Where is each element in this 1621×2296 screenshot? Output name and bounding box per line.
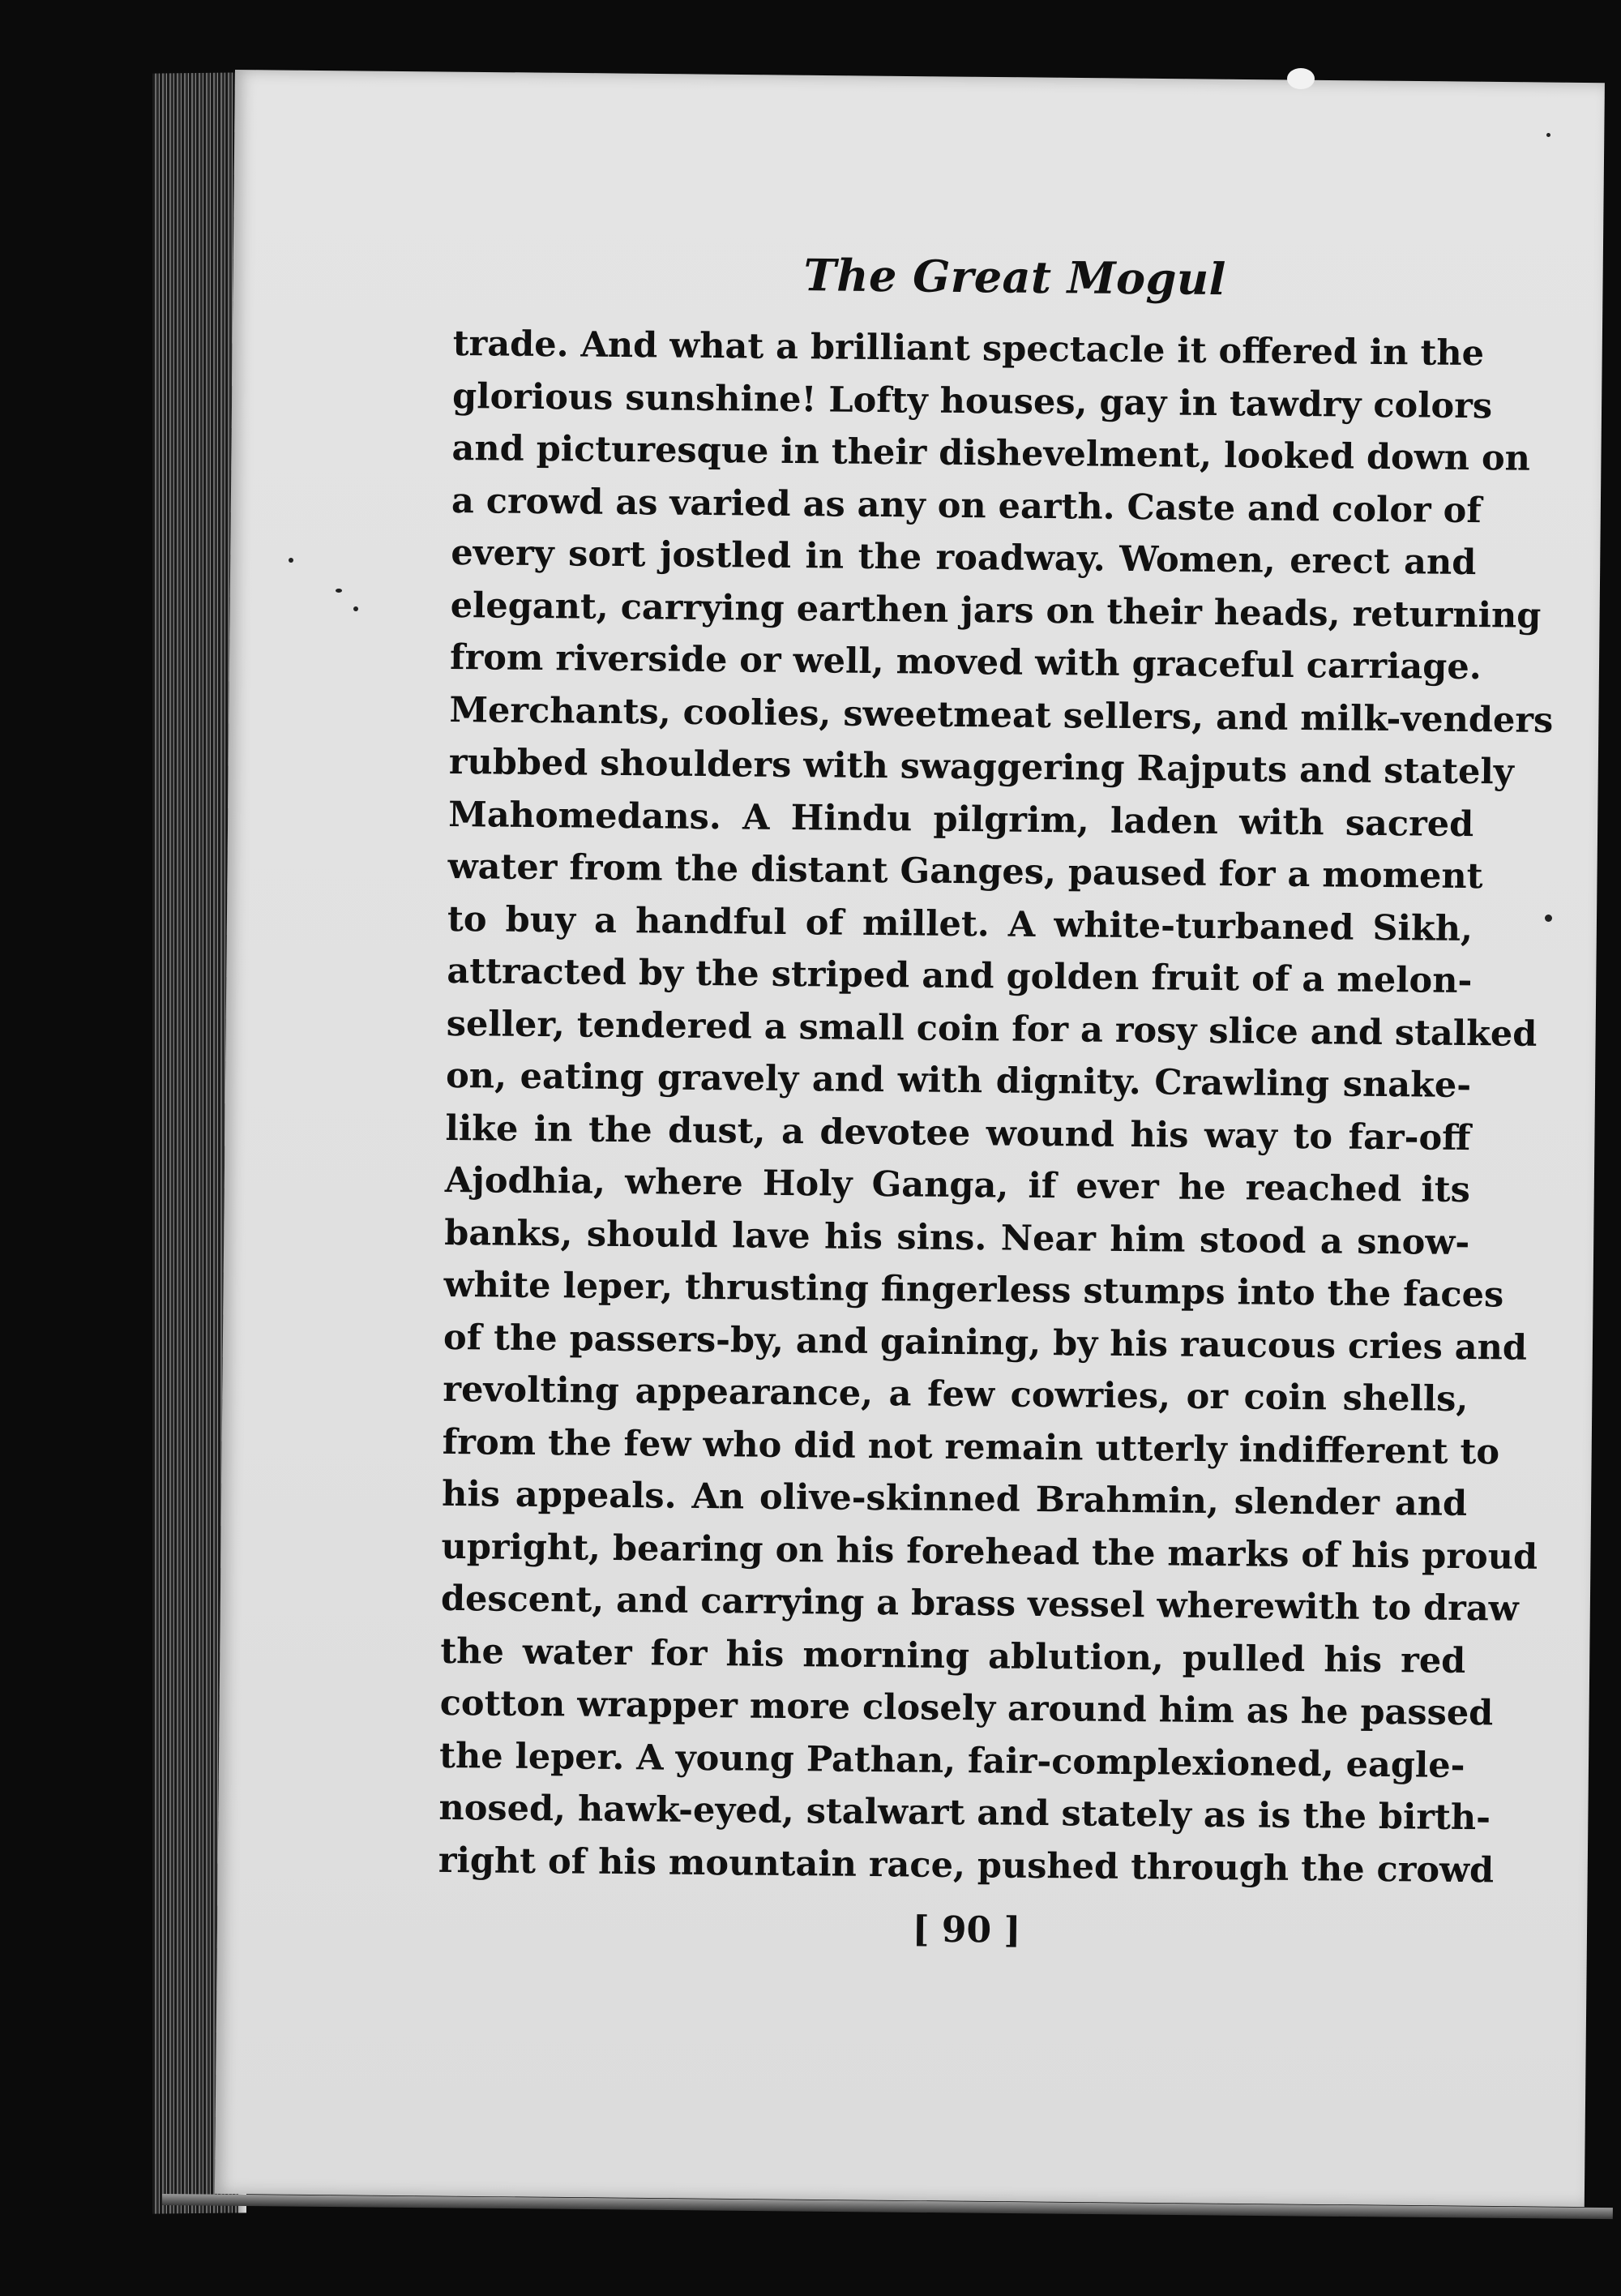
text-line: from riverside or well, moved with graceful carriage. xyxy=(449,636,1482,688)
text-block xyxy=(438,243,1554,1960)
body-text xyxy=(438,318,1554,1896)
text-line: attracted by the striped and golden fruit of a melon- xyxy=(447,950,1473,1002)
page-number: [ 90 ] xyxy=(912,1908,1021,1951)
text-line: Mahomedans. A Hindu pilgrim, laden with sacred xyxy=(447,794,1474,845)
text-line: the water for his morning ablution, pulled his red xyxy=(440,1630,1466,1681)
text-line: on, eating gravely and with dignity. Crawling snake- xyxy=(445,1055,1472,1107)
scan-speck xyxy=(1287,68,1315,89)
text-line: of the passers-by, and gaining, by his raucous cries and xyxy=(443,1317,1528,1369)
scan-speck xyxy=(336,589,342,593)
text-line: seller, tendered a small coin for a rosy slice and stalked xyxy=(446,1003,1538,1055)
scan-speck xyxy=(1545,915,1552,922)
text-line: Merchants, coolies, sweetmeat sellers, and milk-venders xyxy=(449,689,1554,741)
running-head: The Great Mogul xyxy=(803,249,1226,306)
text-line: the leper. A young Pathan, fair-complexioned, eagle- xyxy=(438,1735,1465,1786)
text-line: elegant, carrying earthen jars on their heads, returning xyxy=(450,585,1542,636)
text-line: from the few who did not remain utterly indifferent to xyxy=(442,1421,1500,1472)
text-line: trade. And what a brilliant spectacle it offered in the xyxy=(452,323,1485,375)
text-line: and picturesque in their dishevelment, looked down on xyxy=(451,427,1531,479)
text-line: like in the dust, a devotee wound his way to far-off xyxy=(445,1107,1471,1159)
text-line: Ajodhia, where Holy Ganga, if ever he reached its xyxy=(444,1159,1471,1211)
text-line: nosed, hawk-eyed, stalwart and stately as is the birth- xyxy=(438,1787,1491,1839)
text-line: right of his mountain race, pushed through the crowd xyxy=(438,1840,1495,1891)
text-line: to buy a handful of millet. A white-turbaned Sikh, xyxy=(447,898,1473,949)
text-line: water from the distant Ganges, paused for a moment xyxy=(447,846,1483,897)
scan-speck xyxy=(289,558,293,563)
text-line: white leper, thrusting fingerless stumps into the faces xyxy=(443,1264,1504,1316)
scan-speck xyxy=(353,606,358,611)
text-line: upright, bearing on his forehead the marks of his proud xyxy=(441,1526,1538,1578)
text-line: glorious sunshine! Lofty houses, gay in tawdry colors xyxy=(451,375,1493,426)
text-line: revolting appearance, a few cowries, or coin shells, xyxy=(443,1369,1469,1420)
text-line: every sort jostled in the roadway. Women, erect and xyxy=(451,532,1477,584)
scan-speck xyxy=(1546,133,1550,137)
text-line: rubbed shoulders with swaggering Rajputs and stately xyxy=(448,741,1514,793)
text-line: cotton wrapper more closely around him as he passed xyxy=(439,1682,1494,1734)
text-line: a crowd as varied as any on earth. Caste and color of xyxy=(451,480,1482,531)
text-line: banks, should lave his sins. Near him stood a snow- xyxy=(444,1212,1470,1263)
text-line: his appeals. An olive-skinned Brahmin, slender and xyxy=(441,1473,1468,1525)
text-line: descent, and carrying a brass vessel wherewith to draw xyxy=(440,1578,1519,1630)
